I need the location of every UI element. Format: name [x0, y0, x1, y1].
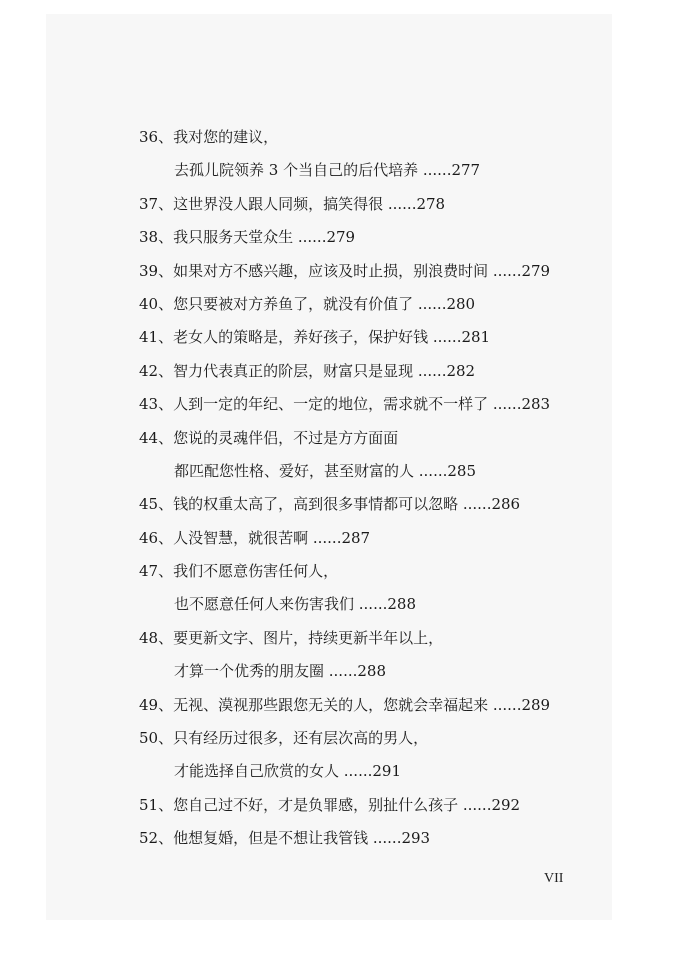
toc-entry-47: 47、我们不愿意伤害任何人， — [139, 562, 339, 581]
table-of-contents — [139, 127, 550, 862]
toc-entry-43: 43、人到一定的年纪、一定的地位，需求就不一样了 ......283 — [139, 395, 551, 414]
toc-entry-47-continued: 也不愿意任何人来伤害我们 ......288 — [174, 595, 417, 614]
toc-entry-42: 42、智力代表真正的阶层，财富只是显现 ......282 — [139, 361, 476, 380]
toc-entry-48: 48、要更新文字、图片，持续更新半年以上， — [139, 628, 444, 647]
toc-entry-51: 51、您自己过不好，才是负罪感，别扯什么孩子 ......292 — [139, 795, 521, 814]
toc-entry-48-continued: 才算一个优秀的朋友圈 ......288 — [174, 662, 387, 681]
toc-entry-36-continued: 去孤儿院领养 3 个当自己的后代培养 ......277 — [174, 161, 481, 180]
toc-entry-46: 46、人没智慧，就很苦啊 ......287 — [139, 528, 371, 547]
toc-entry-44: 44、您说的灵魂伴侣，不过是方方面面 — [139, 428, 399, 447]
toc-entry-41: 41、老女人的策略是，养好孩子，保护好钱 ......281 — [139, 328, 491, 347]
toc-entry-50: 50、只有经历过很多，还有层次高的男人， — [139, 729, 429, 748]
toc-entry-39: 39、如果对方不感兴趣，应该及时止损，别浪费时间 ......279 — [139, 261, 551, 280]
page-number: VII — [544, 871, 564, 886]
toc-entry-44-continued: 都匹配您性格、爱好，甚至财富的人 ......285 — [174, 461, 477, 480]
toc-entry-52: 52、他想复婚，但是不想让我管钱 ......293 — [139, 829, 431, 848]
toc-entry-37: 37、这世界没人跟人同频，搞笑得很 ......278 — [139, 194, 446, 213]
toc-entry-40: 40、您只要被对方养鱼了，就没有价值了 ......280 — [139, 294, 476, 313]
toc-entry-36: 36、我对您的建议， — [139, 128, 279, 146]
toc-entry-45: 45、钱的权重太高了，高到很多事情都可以忽略 ......286 — [139, 495, 521, 514]
toc-entry-38: 38、我只服务天堂众生 ......279 — [139, 228, 356, 247]
toc-entry-49: 49、无视、漠视那些跟您无关的人，您就会幸福起来 ......289 — [139, 695, 551, 714]
toc-entry-50-continued: 才能选择自己欣赏的女人 ......291 — [174, 762, 402, 781]
